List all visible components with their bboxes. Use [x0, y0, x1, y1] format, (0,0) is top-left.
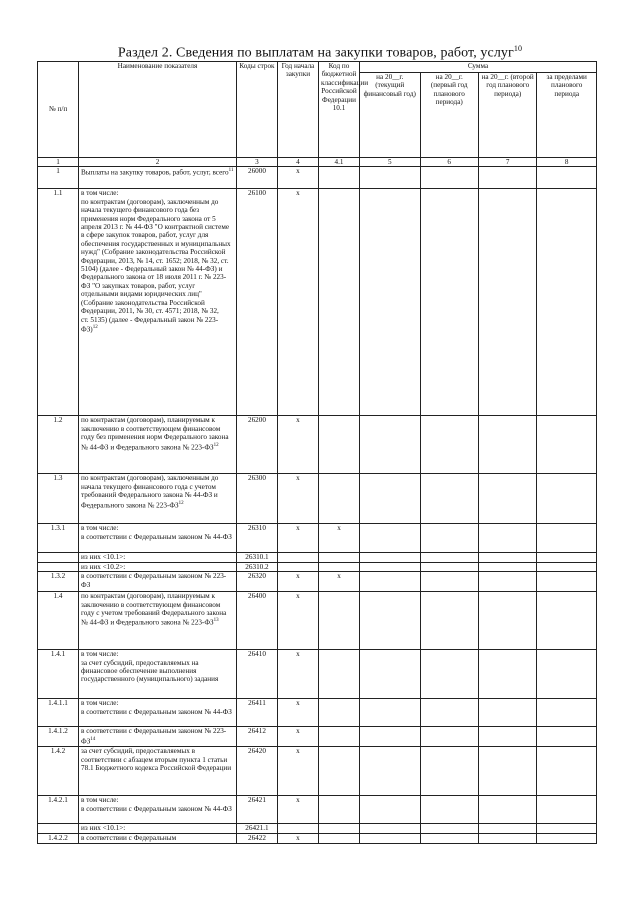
row-sum-cell — [420, 824, 478, 833]
row-sum-cell — [420, 833, 478, 843]
row-name-text: в том числе: в соответствии с Федеральным законом № 44-ФЗ — [81, 796, 232, 813]
row-sum-cell — [478, 650, 536, 699]
row-number — [38, 824, 79, 833]
table-row — [38, 592, 597, 650]
row-sum-cell — [478, 833, 536, 843]
row-sum-cell — [360, 167, 421, 189]
row-sum-cell — [360, 833, 421, 843]
row-year: x — [277, 747, 318, 796]
header-sum-current — [360, 73, 421, 158]
row-footnote: 12 — [213, 442, 219, 448]
row-year: x — [277, 189, 318, 416]
row-sum-cell — [420, 650, 478, 699]
row-sum-cell — [420, 592, 478, 650]
column-number-row — [38, 158, 597, 167]
header-sum-first — [420, 73, 478, 158]
title-footnote: 10 — [513, 44, 523, 53]
row-number: 1.4.2.2 — [38, 833, 79, 843]
header-sum-second — [478, 73, 536, 158]
row-number: 1.4.1.1 — [38, 699, 79, 727]
row-name-text: в соответствии с Федеральным — [81, 833, 177, 842]
row-sum-cell — [420, 796, 478, 824]
row-name — [79, 592, 237, 650]
row-year: x — [277, 474, 318, 524]
payments-table — [37, 61, 597, 844]
row-sum-cell — [360, 824, 421, 833]
row-name — [79, 474, 237, 524]
row-name-text: в том числе: в соответствии с Федеральным законом № 44-ФЗ — [81, 699, 232, 716]
row-name — [79, 524, 237, 553]
row-code: 26320 — [236, 572, 277, 592]
row-sum-cell — [478, 727, 536, 747]
header-sum — [360, 62, 597, 73]
row-name-text: в том числе: за счет субсидий, предоставляемых на финансовое обеспечение выполнения государственного (муниципального) задания — [81, 650, 219, 684]
header-year-label: Год начала закупки — [281, 62, 315, 79]
header-sum-beyond — [537, 73, 597, 158]
row-code: 26420 — [236, 747, 277, 796]
row-classification — [318, 189, 359, 416]
header-code — [236, 62, 277, 158]
row-code: 26411 — [236, 699, 277, 727]
row-year: x — [277, 699, 318, 727]
row-number: 1.4.1.2 — [38, 727, 79, 747]
row-sum-cell — [420, 553, 478, 562]
table-body — [38, 167, 597, 843]
row-sum-cell — [478, 167, 536, 189]
table-row — [38, 416, 597, 474]
row-number — [38, 562, 79, 571]
row-sum-cell — [537, 562, 597, 571]
row-sum-cell — [420, 167, 478, 189]
row-sum-cell — [360, 416, 421, 474]
header-cls-label: Код по бюджетной классификации Российской Федерации 10.1 — [320, 62, 369, 113]
row-classification — [318, 650, 359, 699]
table-row — [38, 747, 597, 796]
row-name-text: из них <10.1>: — [81, 824, 126, 833]
column-number: 4 — [277, 158, 318, 167]
row-code: 26310.2 — [236, 562, 277, 571]
row-classification — [318, 416, 359, 474]
row-sum-cell — [360, 189, 421, 416]
row-name — [79, 796, 237, 824]
table-row — [38, 167, 597, 189]
row-sum-cell — [420, 416, 478, 474]
row-sum-cell — [537, 167, 597, 189]
header-year — [277, 62, 318, 158]
row-name-text: в том числе: по контрактам (договорам), заключенным до начала текущего финансового года без применения норм Федерального закона от 5 апреля 2013 г. № 44-ФЗ "О контрактной системе в сфере закупок товаров, работ, услуг для обеспечения государственных и муниципальных нужд" (Собрание законодательства Российской Федерации, 2013, № 14, ст. 1652; 2018, № 32, ст. 5104) (далее - Федеральный закон № 44-ФЗ) и Федерального закона от 18 июля 2011 г. № 223-ФЗ "О закупках товаров, работ, услуг отдельными видами юридических лиц" (Собрание законодательства Российской Федерации, 2011, № 30, ст. 4571; 2018, № 32, ст. 5135) (далее - Федеральный закон № 223-ФЗ) — [81, 189, 231, 334]
header-sum-current-label: на 20__г. (текущий финансовый год) — [363, 73, 416, 98]
row-name — [79, 833, 237, 843]
row-code: 26422 — [236, 833, 277, 843]
row-year — [277, 824, 318, 833]
row-sum-cell — [537, 747, 597, 796]
row-sum-cell — [478, 796, 536, 824]
row-year: x — [277, 833, 318, 843]
column-number: 5 — [360, 158, 421, 167]
row-sum-cell — [537, 796, 597, 824]
row-name — [79, 650, 237, 699]
row-sum-cell — [360, 474, 421, 524]
row-sum-cell — [360, 553, 421, 562]
row-name-text: по контрактам (договорам), планируемым к заключению в соответствующем финансовом году с учетом требований Федерального закона № 44-ФЗ и Федерального закона № 223-ФЗ — [81, 592, 227, 627]
row-sum-cell — [537, 524, 597, 553]
row-classification — [318, 796, 359, 824]
row-name-text: в соответствии с Федеральным законом № 223-ФЗ — [81, 572, 227, 589]
row-sum-cell — [478, 824, 536, 833]
row-number — [38, 553, 79, 562]
row-number: 1.1 — [38, 189, 79, 416]
row-year: x — [277, 524, 318, 553]
row-sum-cell — [420, 747, 478, 796]
row-sum-cell — [360, 592, 421, 650]
row-sum-cell — [478, 592, 536, 650]
row-code: 26421 — [236, 796, 277, 824]
table-row — [38, 824, 597, 833]
row-code: 26421.1 — [236, 824, 277, 833]
row-classification — [318, 699, 359, 727]
row-year — [277, 562, 318, 571]
table-row — [38, 833, 597, 843]
row-name — [79, 562, 237, 571]
column-number: 6 — [420, 158, 478, 167]
row-number: 1.4 — [38, 592, 79, 650]
row-name — [79, 553, 237, 562]
row-code: 26100 — [236, 189, 277, 416]
row-code: 26410 — [236, 650, 277, 699]
row-number: 1.2 — [38, 416, 79, 474]
row-code: 26000 — [236, 167, 277, 189]
row-sum-cell — [537, 474, 597, 524]
row-name — [79, 747, 237, 796]
row-sum-cell — [537, 553, 597, 562]
row-footnote: 13 — [213, 618, 219, 624]
column-number: 4.1 — [318, 158, 359, 167]
row-name — [79, 189, 237, 416]
row-sum-cell — [537, 572, 597, 592]
row-sum-cell — [420, 524, 478, 553]
header-code-label: Коды строк — [239, 62, 275, 70]
row-classification: x — [318, 524, 359, 553]
header-num — [38, 62, 79, 158]
row-number: 1.4.1 — [38, 650, 79, 699]
column-number: 1 — [38, 158, 79, 167]
row-sum-cell — [537, 727, 597, 747]
row-name-text: в соответствии с Федеральным законом № 223-ФЗ — [81, 727, 227, 746]
row-code: 26300 — [236, 474, 277, 524]
header-name — [79, 62, 237, 158]
row-year: x — [277, 592, 318, 650]
row-footnote: 12 — [92, 324, 98, 330]
row-name-text: Выплаты на закупку товаров, работ, услуг, всего — [81, 168, 229, 177]
row-sum-cell — [420, 699, 478, 727]
row-sum-cell — [537, 592, 597, 650]
row-sum-cell — [360, 572, 421, 592]
row-sum-cell — [360, 562, 421, 571]
row-year: x — [277, 416, 318, 474]
row-number: 1.4.2.1 — [38, 796, 79, 824]
row-year: x — [277, 650, 318, 699]
table-row — [38, 474, 597, 524]
table-row — [38, 727, 597, 747]
row-classification — [318, 167, 359, 189]
header-num-label: № п/п — [48, 105, 68, 114]
section-title-text: Раздел 2. Сведения по выплатам на закупки товаров, работ, услуг — [117, 45, 514, 61]
row-classification — [318, 833, 359, 843]
row-year: x — [277, 796, 318, 824]
header-sum-second-label: на 20__г. (второй год планового периода) — [481, 73, 534, 98]
row-sum-cell — [420, 727, 478, 747]
row-sum-cell — [420, 562, 478, 571]
row-sum-cell — [360, 747, 421, 796]
row-sum-cell — [420, 189, 478, 416]
row-name — [79, 416, 237, 474]
row-sum-cell — [478, 747, 536, 796]
row-sum-cell — [360, 727, 421, 747]
column-number: 2 — [79, 158, 237, 167]
row-sum-cell — [360, 796, 421, 824]
row-number: 1.3.1 — [38, 524, 79, 553]
table-row — [38, 524, 597, 553]
row-year: x — [277, 572, 318, 592]
row-number: 1.3 — [38, 474, 79, 524]
header-sum-beyond-label: за пределами планового периода — [546, 73, 587, 98]
table-row — [38, 699, 597, 727]
row-code: 26310 — [236, 524, 277, 553]
row-number: 1.3.2 — [38, 572, 79, 592]
row-sum-cell — [478, 562, 536, 571]
row-sum-cell — [478, 189, 536, 416]
row-name — [79, 572, 237, 592]
row-code: 26200 — [236, 416, 277, 474]
row-name-text: по контрактам (договорам), планируемым к заключению в соответствующем финансовом году без применения норм Федерального закона № 44-ФЗ и Федерального закона № 223-ФЗ — [81, 416, 229, 452]
row-footnote: 12 — [178, 500, 184, 506]
row-classification — [318, 474, 359, 524]
row-footnote: 14 — [90, 736, 96, 742]
row-sum-cell — [537, 416, 597, 474]
row-name-text: из них <10.1>: — [81, 553, 126, 562]
column-number: 7 — [478, 158, 536, 167]
row-sum-cell — [478, 699, 536, 727]
row-classification — [318, 727, 359, 747]
column-number: 8 — [537, 158, 597, 167]
table-row — [38, 796, 597, 824]
row-classification: x — [318, 572, 359, 592]
row-sum-cell — [360, 650, 421, 699]
section-title — [0, 44, 640, 62]
row-sum-cell — [537, 699, 597, 727]
row-code: 26412 — [236, 727, 277, 747]
header-name-label: Наименование показателя — [117, 62, 198, 70]
row-sum-cell — [420, 572, 478, 592]
row-sum-cell — [537, 833, 597, 843]
row-sum-cell — [537, 650, 597, 699]
row-footnote: 11 — [228, 168, 234, 174]
row-name — [79, 167, 237, 189]
row-number: 1.4.2 — [38, 747, 79, 796]
row-code: 26310.1 — [236, 553, 277, 562]
header-sum-first-label: на 20__г. (первый год планового периода) — [430, 73, 468, 107]
row-name — [79, 824, 237, 833]
row-year: x — [277, 167, 318, 189]
column-number: 3 — [236, 158, 277, 167]
row-sum-cell — [360, 524, 421, 553]
table-row — [38, 189, 597, 416]
row-sum-cell — [420, 474, 478, 524]
row-code: 26400 — [236, 592, 277, 650]
header-cls — [318, 62, 369, 158]
row-classification — [318, 824, 359, 833]
row-classification — [318, 553, 359, 562]
row-name-text: в том числе: в соответствии с Федеральным законом № 44-ФЗ — [81, 524, 232, 541]
row-name-text: по контрактам (договорам), заключенным до начала текущего финансового года с учетом требований Федерального закона № 44-ФЗ и Федерального закона № 223-ФЗ — [81, 474, 219, 510]
row-sum-cell — [360, 699, 421, 727]
row-name — [79, 699, 237, 727]
row-sum-cell — [478, 524, 536, 553]
row-sum-cell — [478, 474, 536, 524]
row-classification — [318, 747, 359, 796]
row-name-text: за счет субсидий, предоставляемых в соответствии с абзацем вторым пункта 1 статьи 78.1 Бюджетного кодекса Российской Федерации — [81, 747, 232, 773]
row-name — [79, 727, 237, 747]
table-row — [38, 650, 597, 699]
table-row — [38, 562, 597, 571]
row-name-text: из них <10.2>: — [81, 562, 126, 571]
row-sum-cell — [478, 553, 536, 562]
row-year: x — [277, 727, 318, 747]
row-sum-cell — [537, 189, 597, 416]
row-sum-cell — [478, 416, 536, 474]
header-sum-label: Сумма — [467, 62, 489, 70]
table-row — [38, 553, 597, 562]
table-row — [38, 572, 597, 592]
row-year — [277, 553, 318, 562]
row-classification — [318, 592, 359, 650]
row-classification — [318, 562, 359, 571]
row-sum-cell — [478, 572, 536, 592]
row-sum-cell — [537, 824, 597, 833]
row-number: 1 — [38, 167, 79, 189]
